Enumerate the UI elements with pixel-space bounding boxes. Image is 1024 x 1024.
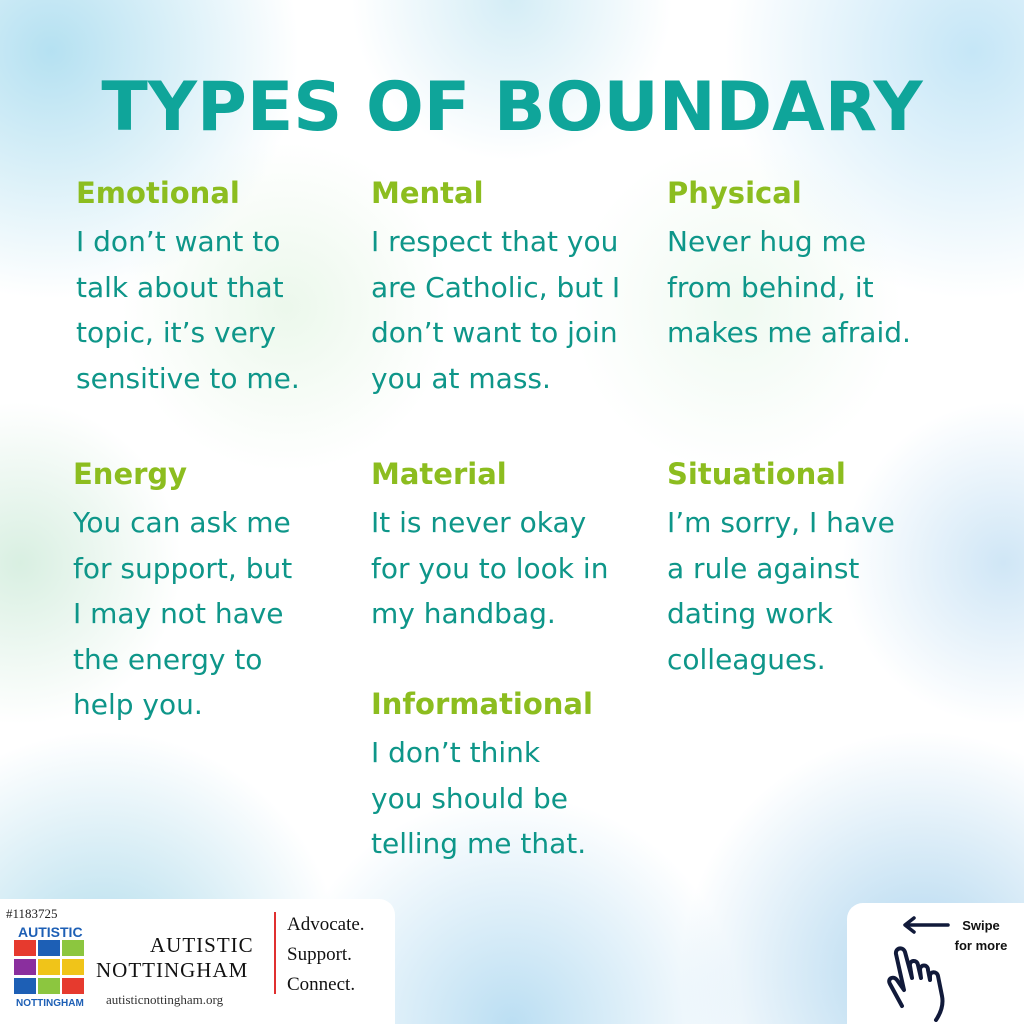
organisation-name-line1: AUTISTIC [150,933,254,957]
boundary-example: I’m sorry, I have a rule against dating work colleagues. [667,506,895,676]
boundary-card-situational [667,456,957,682]
boundary-example: You can ask me for support, but I may not have the energy to help you. [73,506,293,721]
logo-wordmark-bottom: NOTTINGHAM [16,998,84,1009]
boundary-card-physical [667,175,957,356]
boundary-heading: Energy [73,457,188,491]
tagline-advocate: Advocate. [287,914,365,935]
website-link[interactable]: autisticnottingham.org [106,992,224,1007]
boundary-card-emotional [76,175,366,401]
divider [274,912,276,994]
boundary-card-informational [371,686,661,867]
boundary-heading: Situational [667,457,846,491]
boundary-card-energy [73,456,363,728]
boundary-example: It is never okay for you to look in my handbag. [371,506,609,630]
arrow-left-icon [900,915,950,935]
boundary-card-material [371,456,661,637]
swipe-label: Swipe [962,918,1000,933]
boundary-example: Never hug me from behind, it makes me afraid. [667,225,911,349]
boundary-example: I don’t think you should be telling me that. [371,736,587,860]
organisation-name-line2: NOTTINGHAM [96,958,249,982]
logo-colour-grid-icon [14,940,86,996]
swipe-sublabel: for more [954,938,1008,953]
hand-swipe-icon [880,940,980,1022]
boundary-heading: Material [371,457,507,491]
boundary-example: I don’t want to talk about that topic, it’s very sensitive to me. [76,225,300,395]
charity-number: #1183725 [6,906,58,921]
boundary-heading: Mental [371,176,484,210]
boundary-heading: Informational [371,687,593,721]
page-title: TYPES OF BOUNDARY [101,68,923,147]
boundary-heading: Emotional [76,176,240,210]
logo-wordmark-top: AUTISTIC [18,924,83,940]
boundary-heading: Physical [667,176,802,210]
tagline-connect: Connect. [287,974,356,995]
boundary-example: I respect that you are Catholic, but I don’t want to join you at mass. [371,225,621,395]
boundary-card-mental [371,175,661,401]
tagline-support: Support. [287,944,352,965]
